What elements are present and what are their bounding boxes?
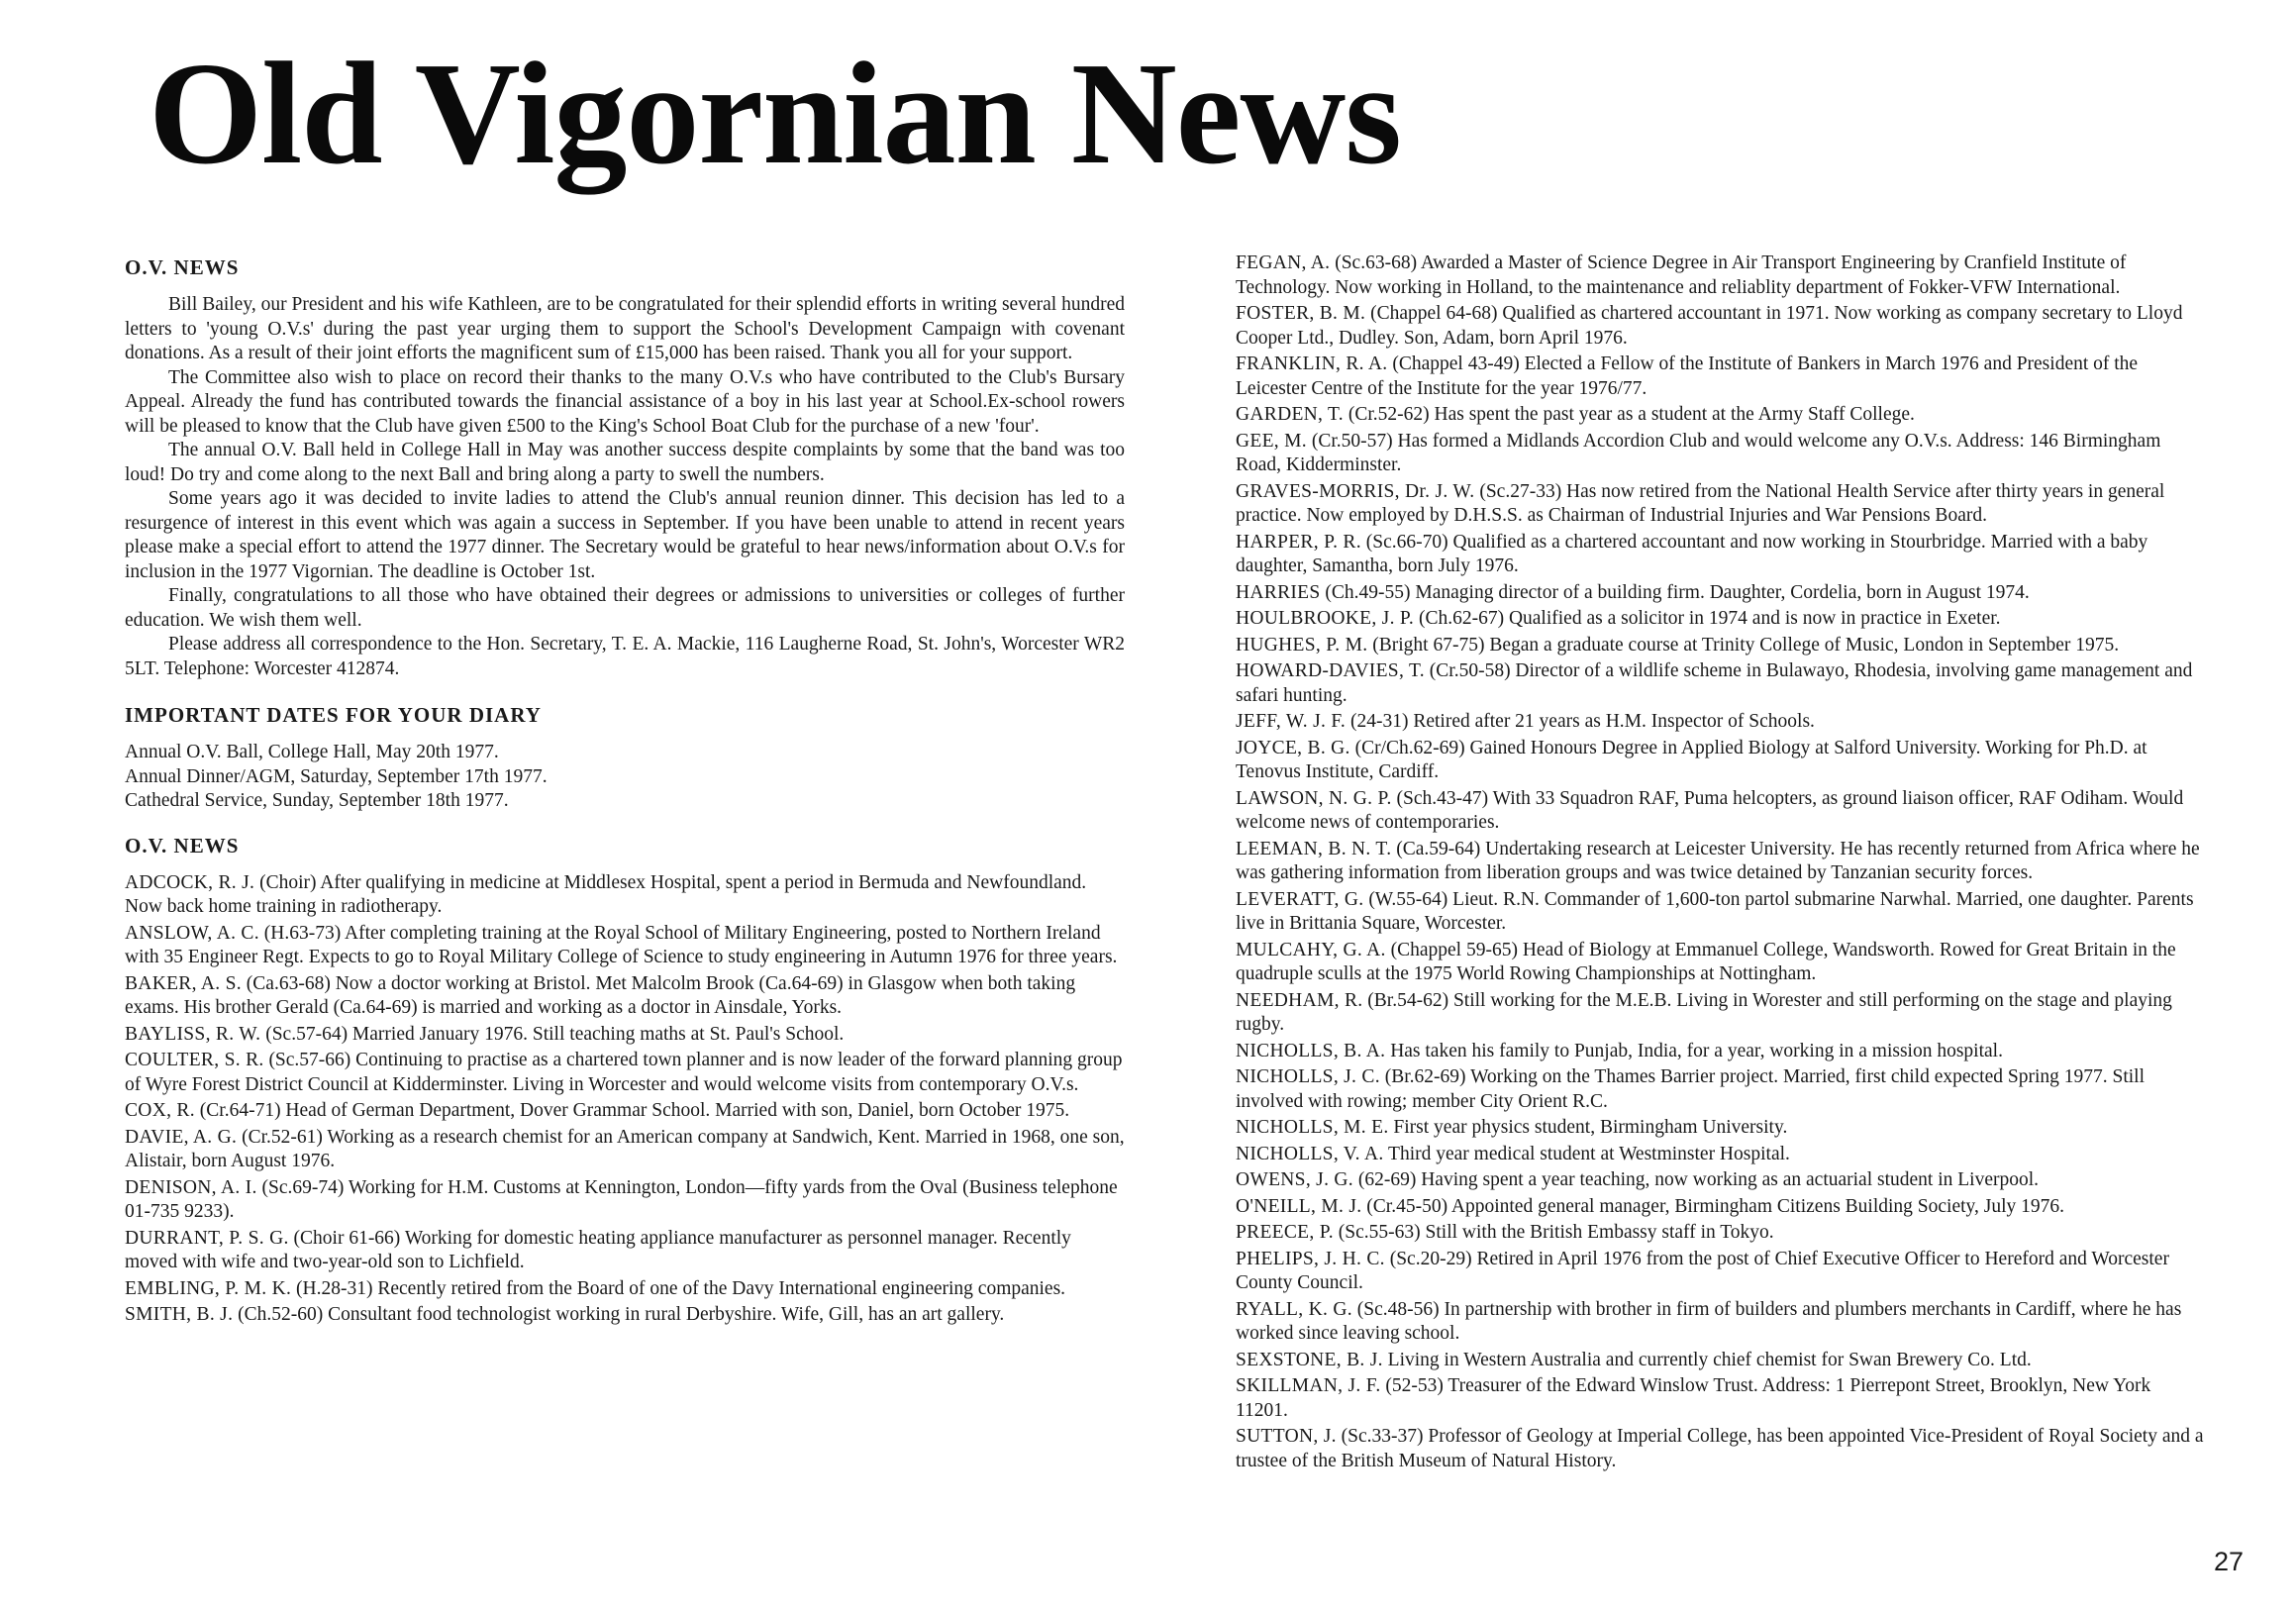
news-entry	[125, 1303, 1125, 1328]
news-entry	[1236, 1374, 2206, 1423]
news-entry	[1236, 353, 2206, 401]
entry-text: First year physics student, Birmingham University.	[1393, 1117, 1788, 1138]
entry-name: O'NEILL, M. J.	[1236, 1195, 1362, 1217]
page-title: Old Vigornian News	[149, 33, 1401, 195]
news-entry	[125, 1023, 1125, 1048]
date-item: Cathedral Service, Sunday, September 18th 1977.	[125, 790, 509, 811]
news-entry	[125, 1227, 1125, 1275]
paragraph: The Committee also wish to place on record their thanks to the many O.V.s who have contributed to the Club's Bursary Appeal. Already the fund has contributed towards the financial assistance of a boy in his last year at School.Ex-school rowers will be pleased to know that the Club have given £500 to the King's School Boat Club for the purchase of a new 'four'.	[125, 366, 1125, 437]
news-entry	[125, 972, 1125, 1021]
entry-text: (Cr/Ch.62-69) Gained Honours Degree in Applied Biology at Salford University. Working for Ph.D. at Tenovus Institute, Cardiff.	[1236, 737, 2147, 782]
news-entry	[1236, 787, 2206, 836]
entry-name: RYALL, K. G.	[1236, 1298, 1352, 1320]
entry-name: COULTER, S. R.	[125, 1050, 264, 1070]
entry-text: (Chappel 64-68) Qualified as chartered accountant in 1971. Now working as company secretary to Lloyd Cooper Ltd., Dudley. Son, Adam, born April 1976.	[1236, 303, 2183, 349]
news-entry	[1236, 1065, 2206, 1114]
news-entry	[1236, 430, 2206, 478]
entry-text: (Ch.52-60) Consultant food technologist working in rural Derbyshire. Wife, Gill, has an art gallery.	[238, 1304, 1005, 1325]
entry-text: (Sc.57-64) Married January 1976. Still teaching maths at St. Paul's School.	[265, 1023, 845, 1045]
entry-text: (Cr.50-57) Has formed a Midlands Accordion Club and would welcome any O.V.s. Address: 146 Birmingham Road, Kidderminster.	[1236, 430, 2161, 475]
entry-text: (24-31) Retired after 21 years as H.M. Inspector of Schools.	[1349, 711, 1815, 732]
entry-text: (Sc.69-74) Working for H.M. Customs at Kennington, London—fifty yards from the Oval (Business telephone 01-735 9233).	[125, 1176, 1118, 1222]
paragraph: Finally, congratulations to all those who have obtained their degrees or admissions to universities or colleges of further education. We wish them well.	[125, 585, 1125, 631]
entry-text: (Sc.66-70) Qualified as a chartered accountant and now working in Stourbridge. Married with a baby daughter, Samantha, born July 1976.	[1236, 531, 2148, 576]
entry-name: BAKER, A. S.	[125, 972, 242, 994]
entry-name: NICHOLLS, J. C.	[1236, 1066, 1380, 1087]
news-entry	[1236, 888, 2206, 937]
news-entry	[1236, 403, 2206, 428]
news-entry	[1236, 989, 2206, 1038]
entry-text: (Cr.52-61) Working as a research chemist for an American company at Sandwich, Kent. Married in 1968, one son, Alistair, born August 1976.	[125, 1126, 1125, 1171]
news-entry	[125, 922, 1125, 970]
entry-name: GEE, M.	[1236, 430, 1307, 452]
entry-name: DENISON, A. I.	[125, 1176, 257, 1198]
paragraph: Some years ago it was decided to invite ladies to attend the Club's annual reunion dinner. This decision has led to a resurgence of interest in this event which was again a success in September. If you have been unable to attend in recent years please make a special effort to attend the 1977 dinner. The Secretary would be grateful to hear news/information about O.V.s for inclusion in the 1977 Vigornian. The deadline is October 1st.	[125, 488, 1125, 582]
news-entry	[1236, 531, 2206, 579]
news-entry	[1236, 634, 2206, 658]
entry-text: (Sc.57-66) Continuing to practise as a chartered town planner and is now leader of the forward planning group of Wyre Forest District Council at Kidderminster. Living in Worcester and would welcome visits from contemporary O.V.s.	[125, 1050, 1123, 1095]
news-entry	[1236, 1195, 2206, 1220]
news-entry	[1236, 1143, 2206, 1167]
section-heading-important-dates: IMPORTANT DATES FOR YOUR DIARY	[125, 703, 542, 727]
entry-name: SKILLMAN, J. F.	[1236, 1375, 1381, 1396]
entry-name: SEXSTONE, B. J.	[1236, 1349, 1383, 1370]
news-entries-left	[125, 871, 1125, 1328]
date-item: Annual O.V. Ball, College Hall, May 20th 1977.	[125, 742, 499, 762]
entry-text: (Sc.48-56) In partnership with brother in firm of builders and plumbers merchants in Cardiff, where he has worked since leaving school.	[1236, 1298, 2182, 1344]
entry-name: NICHOLLS, B. A.	[1236, 1040, 1386, 1061]
entry-name: DAVIE, A. G.	[125, 1126, 238, 1148]
entry-text: (62-69) Having spent a year teaching, now working as an actuarial student in Liverpool.	[1357, 1169, 2040, 1190]
entry-name: HUGHES, P. M.	[1236, 634, 1368, 656]
entry-name: SUTTON, J.	[1236, 1426, 1337, 1447]
news-entry	[1236, 1168, 2206, 1193]
entry-text: Has taken his family to Punjab, India, for a year, working in a mission hospital.	[1390, 1040, 2003, 1061]
entry-name: FRANKLIN, R. A.	[1236, 353, 1388, 374]
news-entry	[1236, 480, 2206, 529]
entry-text: (Chappel 59-65) Head of Biology at Emmanuel College, Wandsworth. Rowed for Great Britain in the quadruple sculls at the 1975 World Rowing Championships at Nottingham.	[1236, 939, 2176, 984]
entry-name: FOSTER, B. M.	[1236, 303, 1366, 324]
entry-text: (Sc.33-37) Professor of Geology at Imperial College, has been appointed Vice-President of Royal Society and a trustee of the British Museum of Natural History.	[1236, 1426, 2204, 1471]
date-item: Annual Dinner/AGM, Saturday, September 17th 1977.	[125, 765, 548, 787]
news-entry	[125, 1099, 1125, 1124]
news-entry	[1236, 252, 2206, 300]
entry-name: GRAVES-MORRIS, Dr. J. W.	[1236, 480, 1475, 502]
news-entry	[1236, 1349, 2206, 1373]
entry-text: (Cr.45-50) Appointed general manager, Birmingham Citizens Building Society, July 1976.	[1366, 1195, 2065, 1217]
entry-name: SMITH, B. J.	[125, 1304, 234, 1325]
entry-text: (W.55-64) Lieut. R.N. Commander of 1,600-ton partol submarine Narwhal. Married, one daughter. Parents live in Brittania Square, Worcester.	[1236, 888, 2194, 934]
news-entry	[1236, 1040, 2206, 1064]
entry-text: (Ch.62-67) Qualified as a solicitor in 1974 and is now in practice in Exeter.	[1418, 608, 2001, 629]
entry-text: (Sc.63-68) Awarded a Master of Science Degree in Air Transport Engineering by Cranfield Institute of Technology. Now working in Holland, to the maintenance and reliablity department of Fokker-VFW International.	[1236, 252, 2127, 298]
entry-name: NICHOLLS, V. A.	[1236, 1143, 1384, 1164]
entry-name: BAYLISS, R. W.	[125, 1023, 261, 1045]
entry-text: Third year medical student at Westminster Hospital.	[1388, 1143, 1790, 1164]
entry-text: (Cr.64-71) Head of German Department, Dover Grammar School. Married with son, Daniel, born October 1975.	[199, 1100, 1070, 1121]
entry-name: COX, R.	[125, 1100, 195, 1121]
entry-text: (Br.62-69) Working on the Thames Barrier project. Married, first child expected Spring 1977. Still involved with rowing; member City Orient R.C.	[1236, 1066, 2146, 1112]
entry-text: (Bright 67-75) Began a graduate course at Trinity College of Music, London in September 1975.	[1372, 634, 2120, 656]
entry-text: (Sc.55-63) Still with the British Embassy staff in Tokyo.	[1338, 1222, 1774, 1243]
news-entry	[1236, 581, 2206, 606]
news-entry	[1236, 710, 2206, 735]
entry-text: (Sc.27-33) Has now retired from the National Health Service after thirty years in general practice. Now employed by D.H.S.S. as Chairman of Industrial Injuries and War Pensions Board.	[1236, 480, 2165, 526]
news-entry	[125, 871, 1125, 920]
entry-name: ADCOCK, R. J.	[125, 871, 255, 893]
entry-name: FEGAN, A.	[1236, 252, 1331, 273]
news-entry	[125, 1126, 1125, 1174]
news-entry	[125, 1277, 1125, 1302]
entry-text: (Cr.50-58) Director of a wildlife scheme in Bulawayo, Rhodesia, involving game management and safari hunting.	[1236, 660, 2193, 706]
news-entry	[1236, 1298, 2206, 1347]
entry-name: DURRANT, P. S. G.	[125, 1227, 289, 1249]
entry-name: NEEDHAM, R.	[1236, 989, 1363, 1011]
entry-text: (Cr.52-62) Has spent the past year as a student at the Army Staff College.	[1348, 404, 1915, 425]
entry-text: (Ch.49-55) Managing director of a building firm. Daughter, Cordelia, born in August 1974.	[1325, 581, 2030, 603]
left-column	[125, 255, 1125, 1330]
news-entry	[1236, 1221, 2206, 1246]
entry-name: MULCAHY, G. A.	[1236, 939, 1386, 960]
news-entries-right	[1236, 252, 2206, 1473]
entry-name: PREECE, P.	[1236, 1222, 1334, 1243]
entry-name: JOYCE, B. G.	[1236, 737, 1350, 758]
entry-name: JEFF, W. J. F.	[1236, 711, 1347, 732]
entry-text: (Choir) After qualifying in medicine at Middlesex Hospital, spent a period in Bermuda and Newfoundland. Now back home training in radiotherapy.	[125, 871, 1087, 917]
section-heading-ov-news-2: O.V. NEWS	[125, 833, 240, 858]
entry-name: ANSLOW, A. C.	[125, 922, 259, 944]
news-entry	[125, 1176, 1125, 1225]
entry-name: OWENS, J. G.	[1236, 1169, 1353, 1190]
paragraph: The annual O.V. Ball held in College Hall in May was another success despite complaints by some that the band was too loud! Do try and come along to the next Ball and bring along a party to swell the numbers.	[125, 440, 1125, 485]
entry-name: LEEMAN, B. N. T.	[1236, 838, 1392, 859]
entry-text: (52-53) Treasurer of the Edward Winslow Trust. Address: 1 Pierrepont Street, Brooklyn, New York 11201.	[1236, 1375, 2151, 1421]
entry-text: (Ca.63-68) Now a doctor working at Bristol. Met Malcolm Brook (Ca.64-69) in Glasgow when both taking exams. His brother Gerald (Ca.64-69) is married and working as a doctor in Ainsdale, Yorks.	[125, 972, 1076, 1018]
news-entry	[125, 1049, 1125, 1097]
entry-text: Living in Western Australia and currently chief chemist for Swan Brewery Co. Ltd.	[1387, 1349, 2032, 1370]
entry-text: (Sc.20-29) Retired in April 1976 from the post of Chief Executive Officer to Hereford and Worcester County Council.	[1236, 1248, 2169, 1293]
entry-name: EMBLING, P. M. K.	[125, 1277, 292, 1299]
entry-name: HARRIES	[1236, 581, 1321, 603]
news-entry	[1236, 659, 2206, 708]
paragraph: Bill Bailey, our President and his wife Kathleen, are to be congratulated for their splendid efforts in writing several hundred letters to 'young O.V.s' during the past year urging them to support the School's Development Campaign with covenant donations. As a result of their joint efforts the magnificent sum of £15,000 has been raised. Thank you all for your support.	[125, 294, 1125, 363]
entry-text: (H.28-31) Recently retired from the Board of one of the Davy International engineering companies.	[296, 1277, 1066, 1299]
entry-name: GARDEN, T.	[1236, 404, 1344, 425]
entry-text: (Chappel 43-49) Elected a Fellow of the Institute of Bankers in March 1976 and President of the Leicester Centre of the Institute for the year 1976/77.	[1236, 353, 2139, 399]
page-number: 27	[2214, 1547, 2245, 1576]
entry-text: (Ca.59-64) Undertaking research at Leicester University. He has recently returned from Africa where he was gathering information from liberation groups and was twice detained by Tanzanian security forces.	[1236, 838, 2200, 883]
news-entry	[1236, 1248, 2206, 1296]
entry-name: NICHOLLS, M. E.	[1236, 1117, 1389, 1138]
dates-list	[125, 741, 1125, 814]
news-entry	[1236, 302, 2206, 351]
entry-name: LAWSON, N. G. P.	[1236, 787, 1392, 809]
news-entry	[1236, 838, 2206, 886]
news-entry	[1236, 1116, 2206, 1141]
news-entry	[1236, 939, 2206, 987]
entry-text: (Choir 61-66) Working for domestic heating appliance manufacturer as personnel manager. Recently moved with wife and two-year-old son to Lichfield.	[125, 1227, 1071, 1272]
section-heading-ov-news: O.V. NEWS	[125, 255, 240, 279]
news-entry	[1236, 737, 2206, 785]
entry-text: (Sch.43-47) With 33 Squadron RAF, Puma helcopters, as ground liaison officer, RAF Odiham. Would welcome news of contemporaries.	[1236, 787, 2184, 833]
paragraph: Please address all correspondence to the Hon. Secretary, T. E. A. Mackie, 116 Laugherne Road, St. John's, Worcester WR2 5LT. Telephone: Worcester 412874.	[125, 634, 1125, 679]
entry-text: (Br.54-62) Still working for the M.E.B. Living in Worester and still performing on the stage and playing rugby.	[1236, 989, 2172, 1035]
right-column	[1236, 252, 2206, 1475]
entry-name: PHELIPS, J. H. C.	[1236, 1248, 1385, 1269]
entry-name: HOWARD-DAVIES, T.	[1236, 660, 1425, 681]
news-entry	[1236, 607, 2206, 632]
entry-text: (H.63-73) After completing training at the Royal School of Military Engineering, posted to Northern Ireland with 35 Engineer Regt. Expects to go to Royal Military College of Science to study engineering in Autumn 1976 for three years.	[125, 922, 1118, 967]
news-entry	[1236, 1425, 2206, 1473]
entry-name: HOULBROOKE, J. P.	[1236, 608, 1415, 629]
entry-name: HARPER, P. R.	[1236, 531, 1361, 553]
entry-name: LEVERATT, G.	[1236, 888, 1364, 910]
